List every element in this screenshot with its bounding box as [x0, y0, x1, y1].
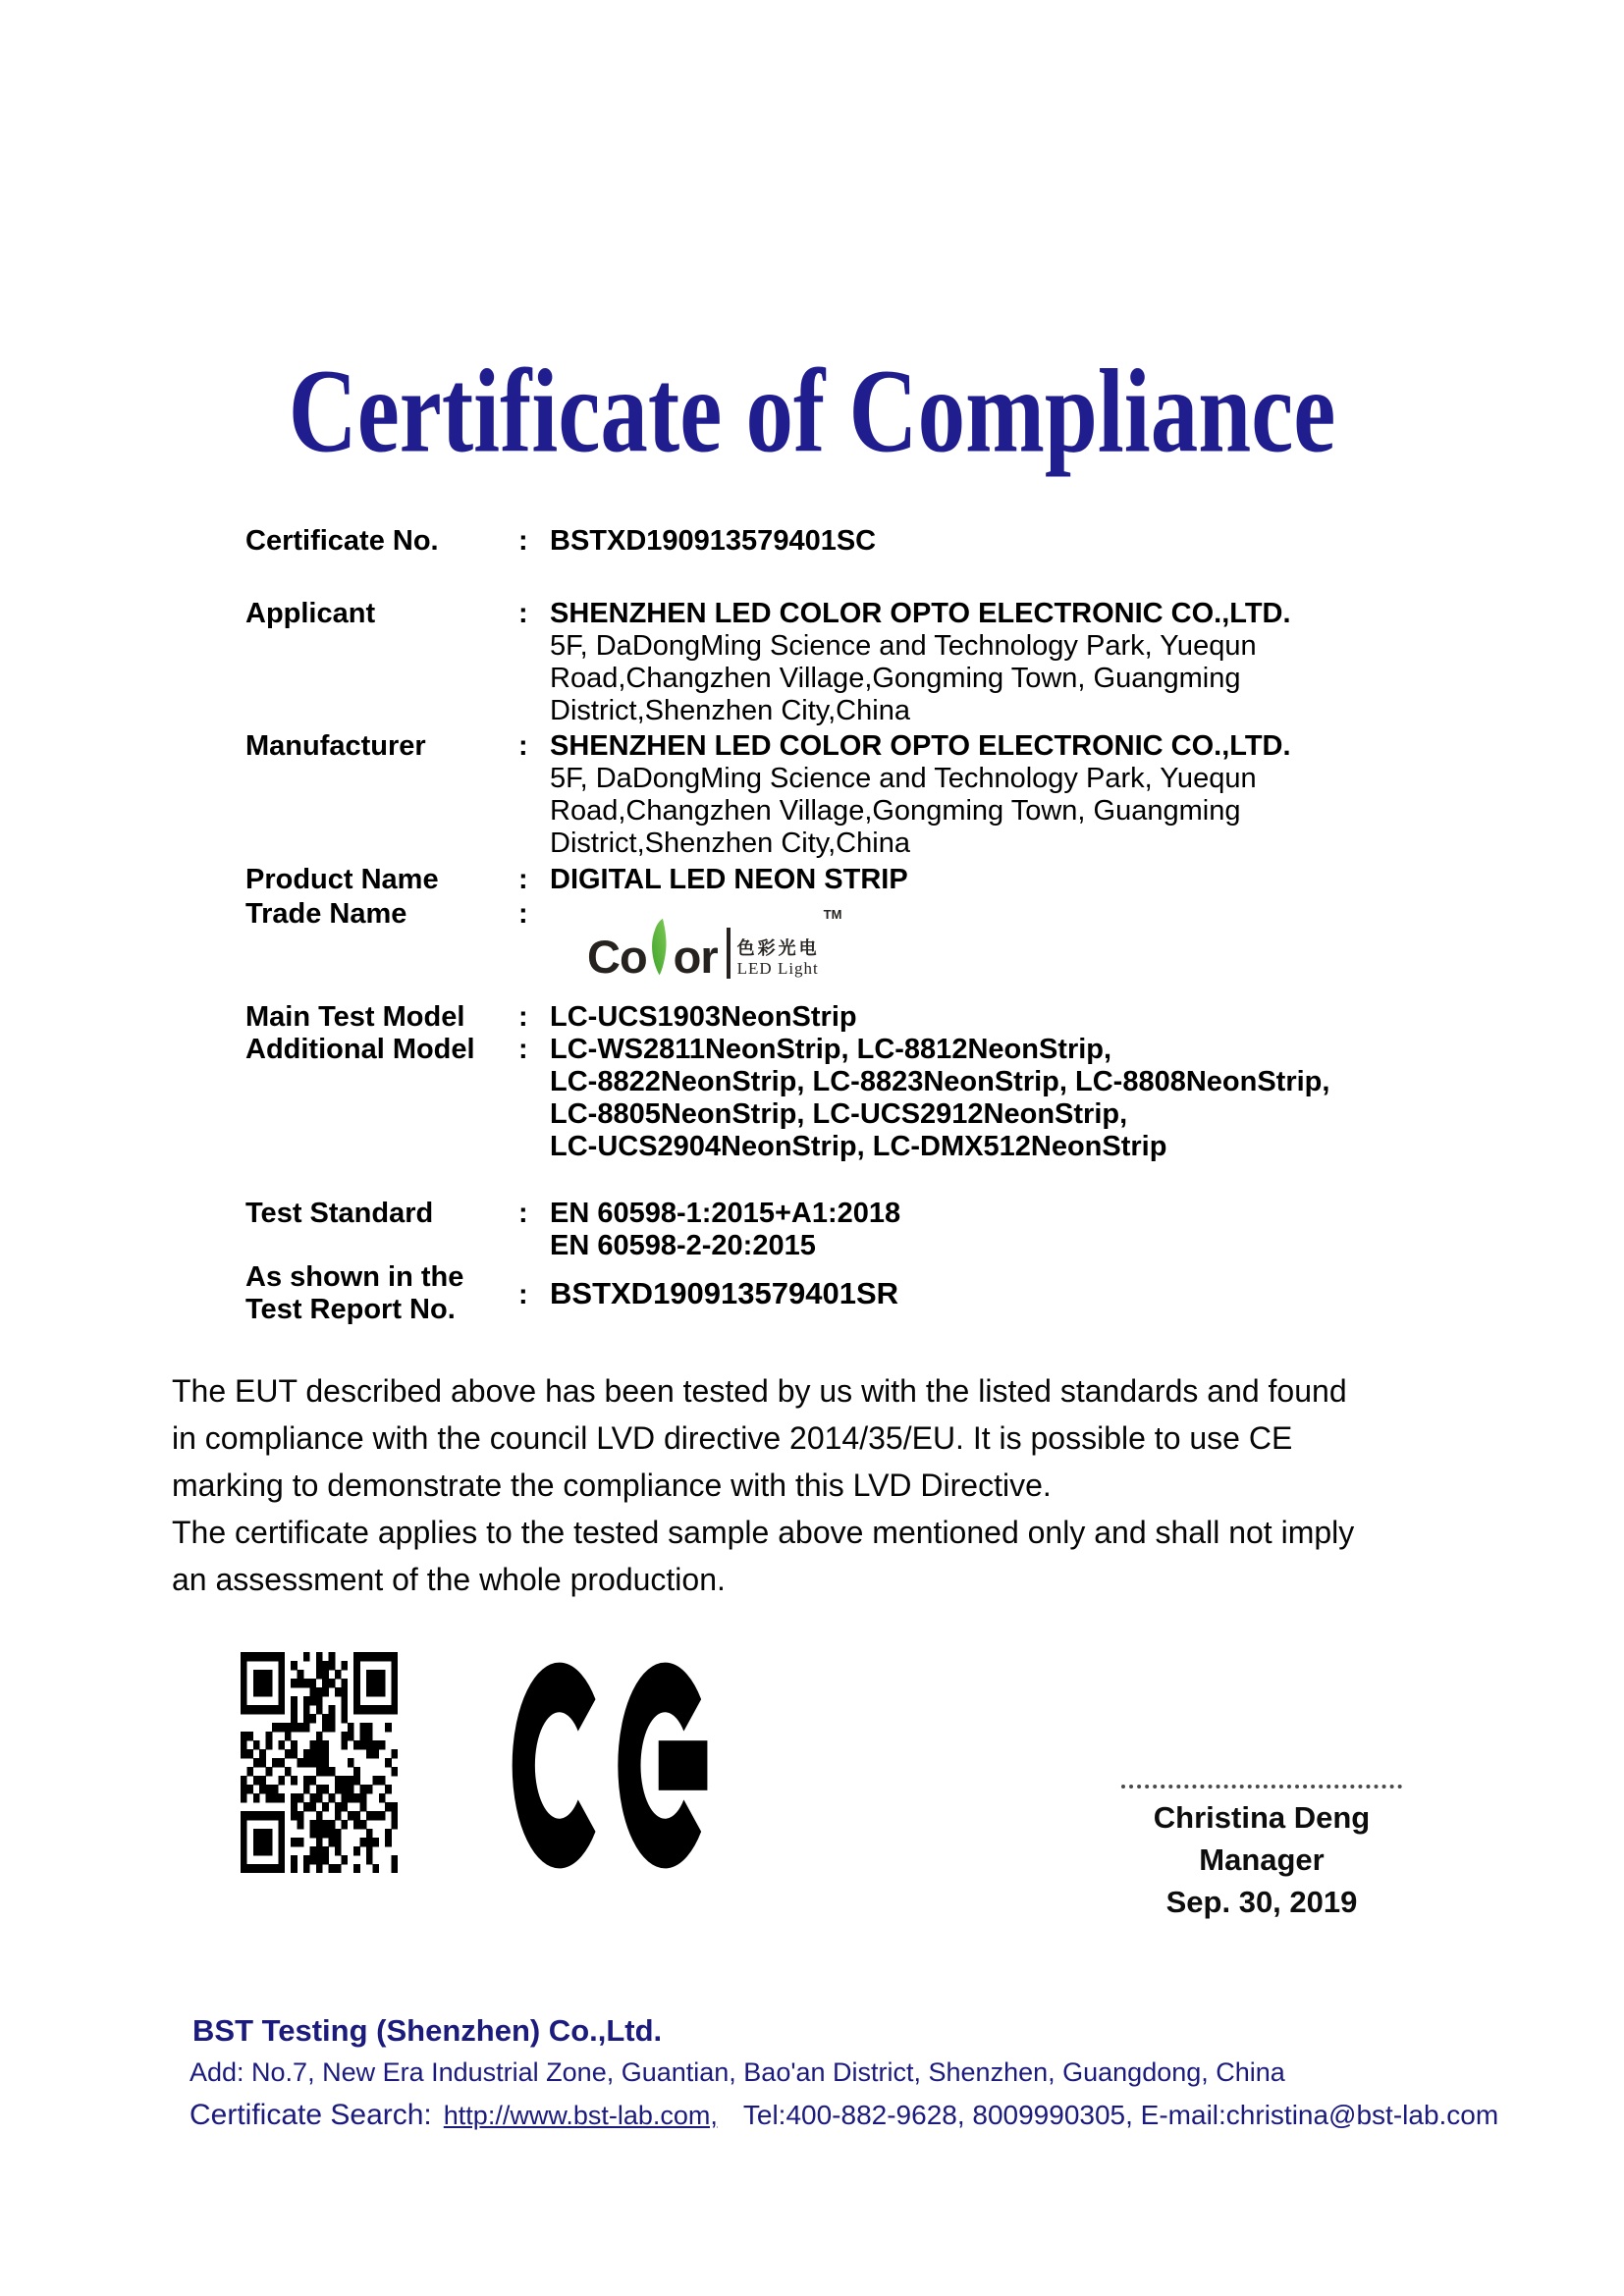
applicant-value — [550, 598, 1291, 727]
logo-right-column — [737, 937, 820, 982]
additional-model-line: LC-UCS2904NeonStrip, LC-DMX512NeonStrip — [550, 1131, 1167, 1162]
additional-model-value — [550, 1034, 1329, 1163]
manufacturer-address-line: District,Shenzhen City,China — [550, 828, 910, 859]
logo-divider — [727, 928, 731, 979]
leaf-icon — [648, 912, 673, 983]
test-report-no-value: BSTXD190913579401SR — [550, 1276, 899, 1310]
colon: : — [518, 525, 528, 557]
additional-model-line: LC-8822NeonStrip, LC-8823NeonStrip, LC-8808NeonStrip, — [550, 1066, 1330, 1097]
qr-code — [241, 1652, 398, 1873]
manufacturer-label: Manufacturer — [245, 730, 426, 762]
manufacturer-value — [550, 730, 1291, 860]
test-standard-label: Test Standard — [245, 1198, 434, 1229]
applicant-address-line: Road,Changzhen Village,Gongming Town, Guangming — [550, 663, 1241, 694]
signatory-role: Manager — [1199, 1842, 1325, 1877]
additional-model-label: Additional Model — [245, 1034, 475, 1065]
certificate-no-label: Certificate No. — [245, 525, 439, 557]
additional-model-line: LC-WS2811NeonStrip, LC-8812NeonStrip, — [550, 1034, 1112, 1065]
product-name-value: DIGITAL LED NEON STRIP — [550, 864, 908, 895]
declaration-line: an assessment of the whole production. — [172, 1562, 726, 1597]
applicant-label: Applicant — [245, 598, 376, 629]
declaration-line: The certificate applies to the tested sample above mentioned only and shall not imply — [172, 1515, 1355, 1550]
applicant-address-line: District,Shenzhen City,China — [550, 695, 910, 726]
colon: : — [518, 1279, 528, 1310]
main-test-model-value: LC-UCS1903NeonStrip — [550, 1001, 857, 1033]
test-report-label-line2: Test Report No. — [245, 1294, 456, 1325]
signature-dotted-line — [1121, 1785, 1402, 1789]
main-test-model-label: Main Test Model — [245, 1001, 465, 1033]
applicant-name: SHENZHEN LED COLOR OPTO ELECTRONIC CO.,LTD. — [550, 598, 1291, 629]
logo-text-or: or — [673, 931, 718, 983]
test-standard-value — [550, 1198, 900, 1262]
declaration-line: The EUT described above has been tested by us with the listed standards and found — [172, 1373, 1347, 1409]
manufacturer-name: SHENZHEN LED COLOR OPTO ELECTRONIC CO.,LTD. — [550, 730, 1291, 762]
colon: : — [518, 1034, 528, 1065]
lab-company-name: BST Testing (Shenzhen) Co.,Ltd. — [192, 2013, 663, 2048]
logo-chinese-text: 色彩光电 — [736, 938, 820, 958]
declaration-line: marking to demonstrate the compliance with this LVD Directive. — [172, 1468, 1052, 1503]
signature-block — [1110, 1785, 1414, 1923]
declaration-line: in compliance with the council LVD directive 2014/35/EU. It is possible to use CE — [172, 1420, 1293, 1456]
colon: : — [518, 898, 528, 930]
footer-search-line — [189, 2099, 1498, 2132]
colon: : — [518, 864, 528, 895]
test-standard-line: EN 60598-1:2015+A1:2018 — [550, 1198, 901, 1229]
colon: : — [518, 730, 528, 762]
logo-led-light-text: LED Light — [736, 959, 819, 978]
colon: : — [518, 598, 528, 629]
page-title: Certificate of Compliance — [288, 345, 1336, 477]
additional-model-line: LC-8805NeonStrip, LC-UCS2912NeonStrip, — [550, 1098, 1128, 1130]
color-brand-logo — [587, 905, 841, 982]
manufacturer-address-line: 5F, DaDongMing Science and Technology Park, Yuequn — [550, 763, 1257, 794]
test-report-label-line1: As shown in the — [245, 1261, 464, 1293]
trademark-symbol: TM — [823, 907, 842, 922]
certificate-no-value: BSTXD190913579401SC — [550, 525, 877, 557]
lab-contact-info: Tel:400-882-9628, 8009990305, E-mail:christina@bst-lab.com — [742, 2100, 1499, 2130]
trade-name-label: Trade Name — [245, 898, 407, 930]
manufacturer-address-line: Road,Changzhen Village,Gongming Town, Guangming — [550, 795, 1241, 827]
certificate-search-label: Certificate Search: — [189, 2099, 432, 2131]
signature-date: Sep. 30, 2019 — [1165, 1885, 1358, 1919]
applicant-address-line: 5F, DaDongMing Science and Technology Park, Yuequn — [550, 630, 1257, 662]
colon: : — [518, 1198, 528, 1229]
lab-address: Add: No.7, New Era Industrial Zone, Guantian, Bao'an District, Shenzhen, Guangdong, China — [189, 2057, 1285, 2087]
test-standard-line: EN 60598-2-20:2015 — [550, 1230, 816, 1261]
signatory-name: Christina Deng — [1153, 1800, 1371, 1835]
logo-text-co: Co — [587, 931, 647, 983]
product-name-label: Product Name — [245, 864, 439, 895]
ce-mark-icon — [511, 1659, 719, 1872]
colon: : — [518, 1001, 528, 1033]
certificate-search-link[interactable]: http://www.bst-lab.com, — [443, 2101, 718, 2130]
declaration-text — [172, 1367, 1354, 1603]
